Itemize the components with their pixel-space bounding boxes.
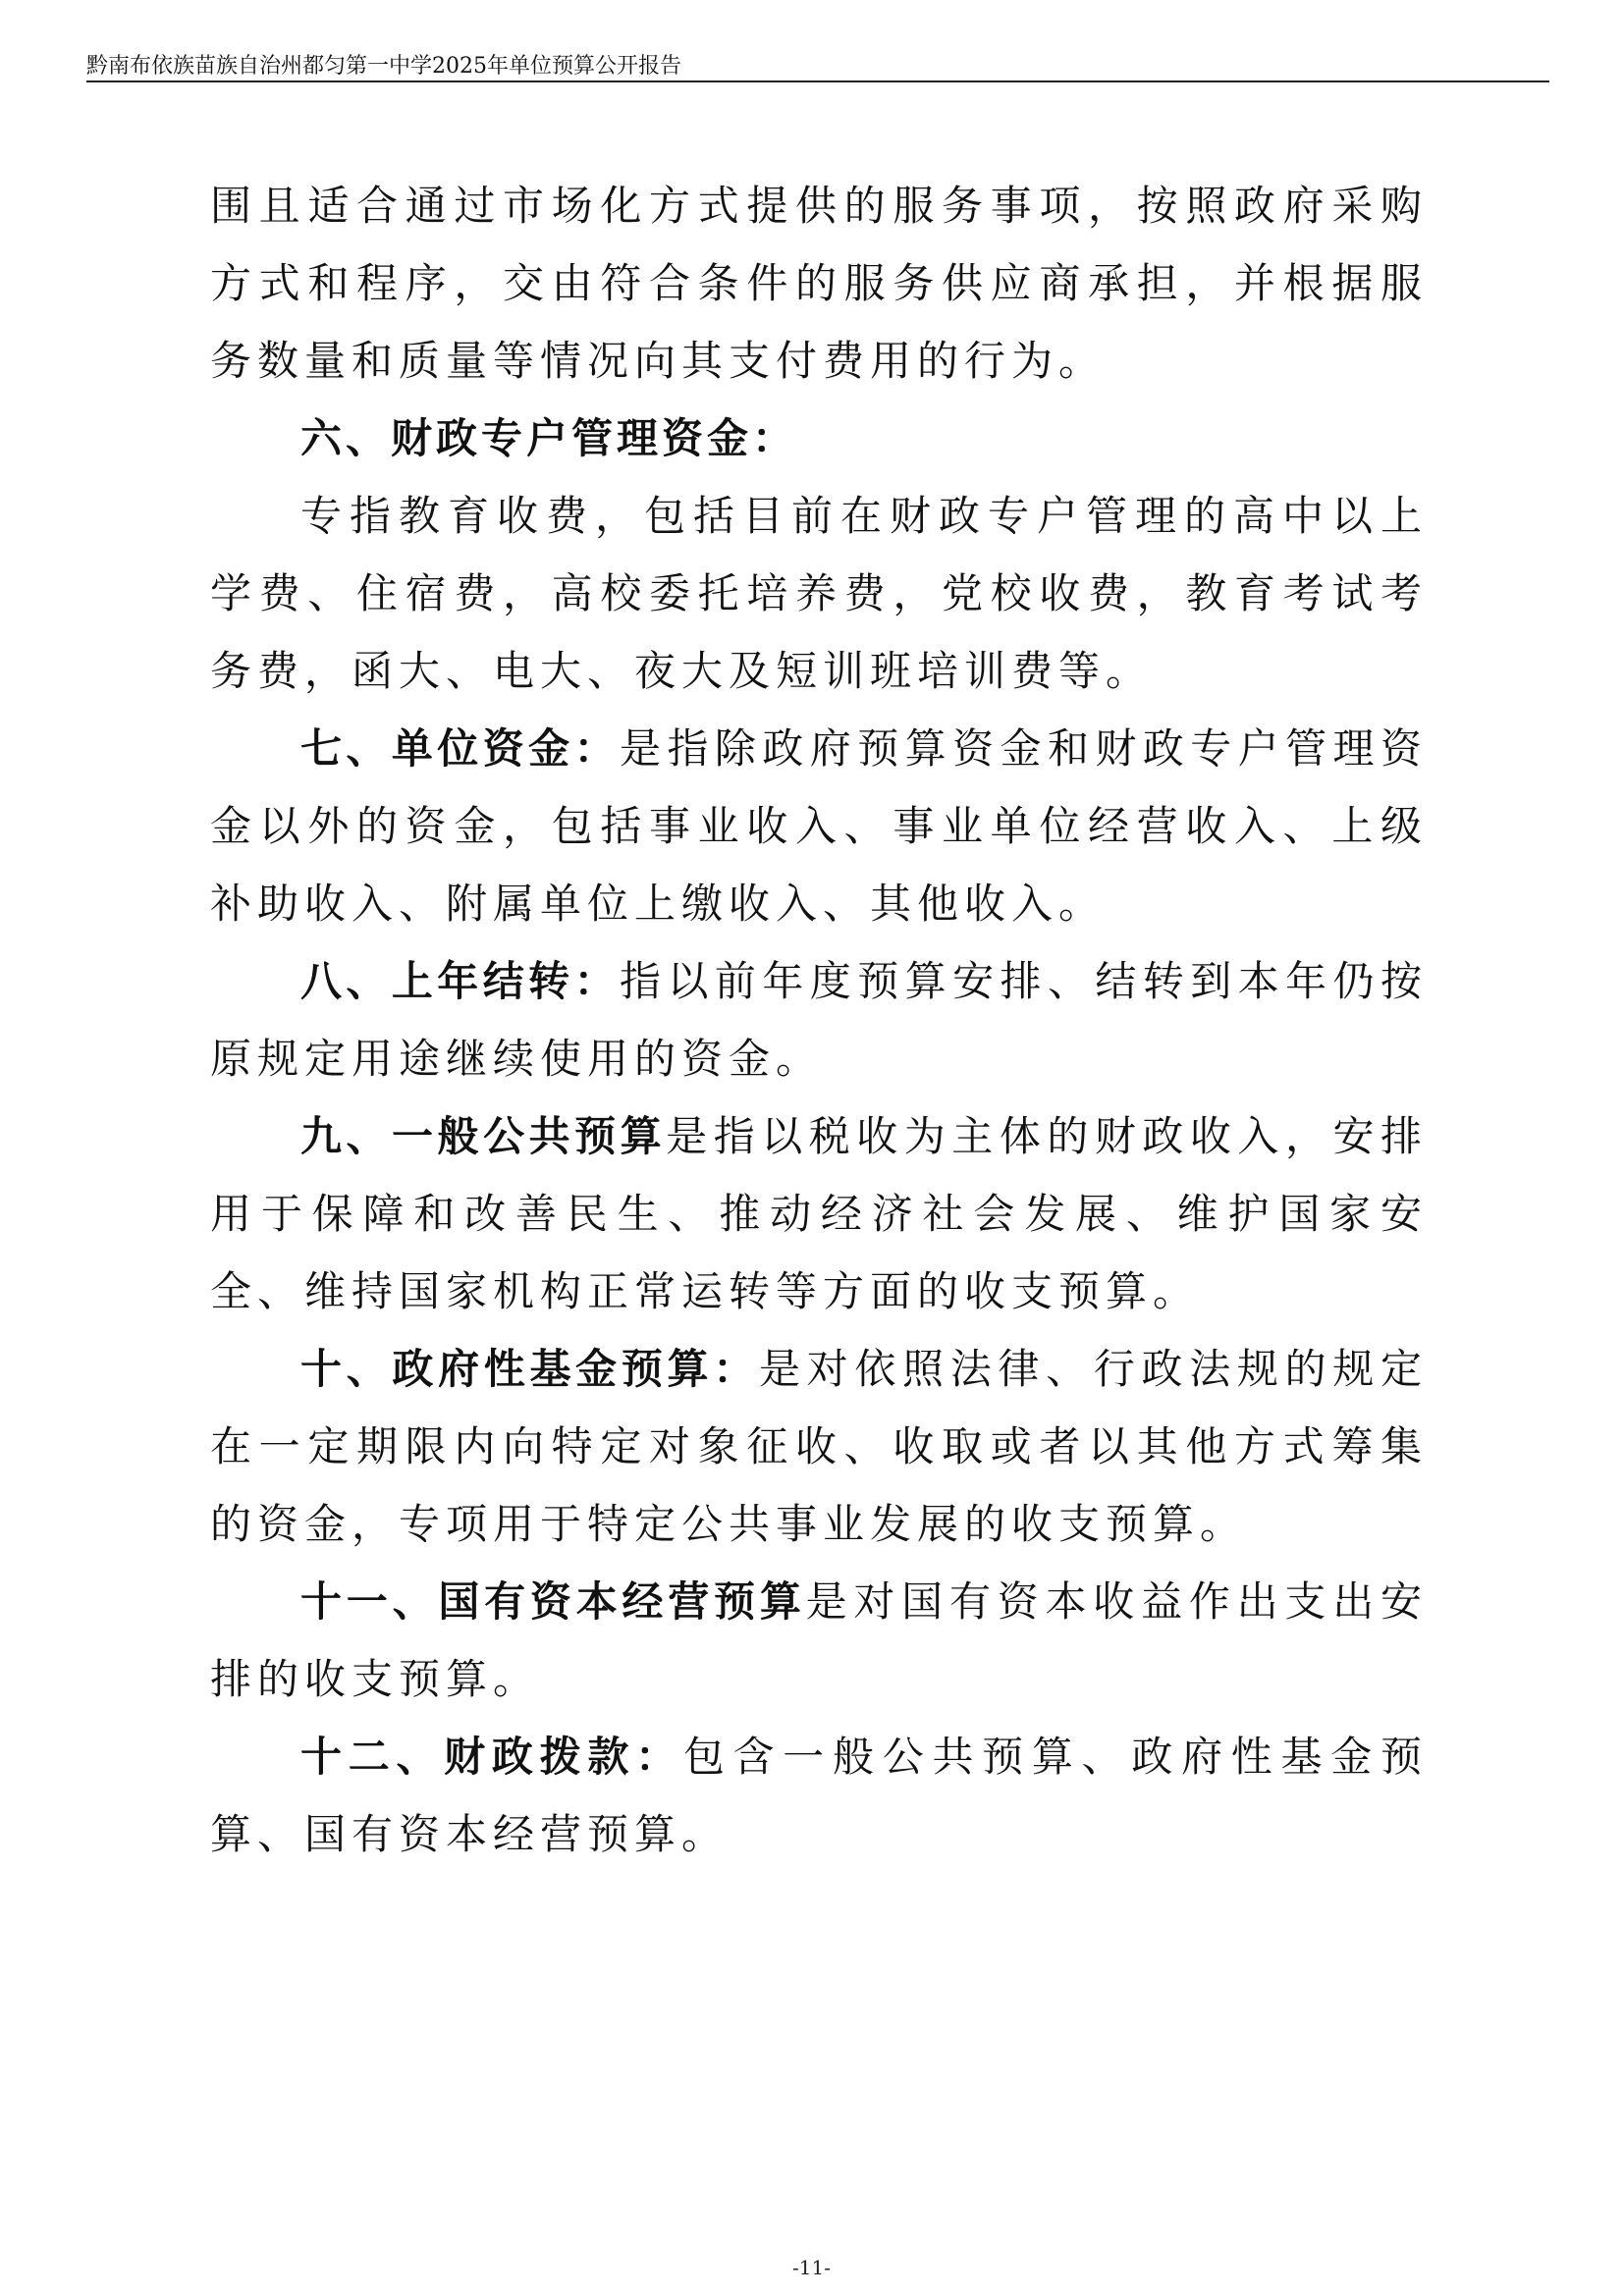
- paragraph-general-public-budget: [210, 1097, 1428, 1330]
- page-number: -11-: [792, 2256, 831, 2279]
- paragraph-text: 是指除政府预算资金和财政专户管理资金以外的资金，包括事业收入、事业单位经营收入、上级补助收入、附属单位上缴收入、其他收入。: [210, 724, 1428, 928]
- section-heading: 九、一般公共预算: [300, 1112, 667, 1160]
- paragraph-text: 是对依照法律、行政法规的规定在一定期限内向特定对象征收、收取或者以其他方式筹集的资金，专项用于特定公共事业发展的收支预算。: [210, 1345, 1428, 1548]
- section-heading: 七、单位资金：: [300, 724, 621, 773]
- paragraph-continuation: [210, 167, 1428, 400]
- paragraph-text: 围且适合通过市场化方式提供的服务事项，按照政府采购方式和程序，交由符合条件的服务供应商承担，并根据服务数量和质量等情况向其支付费用的行为。: [210, 182, 1428, 385]
- document-body: [210, 167, 1428, 1873]
- section-heading: 十、政府性基金预算：: [300, 1345, 759, 1393]
- section-heading: 十一、国有资本经营预算: [300, 1577, 806, 1626]
- section-heading: 十二、财政拨款：: [300, 1733, 683, 1781]
- paragraph-unit-funds: [210, 710, 1428, 942]
- running-header: 黔南布依族苗族自治州都匀第一中学2025年单位预算公开报告: [86, 54, 681, 79]
- section-heading-special-account-funds: [210, 400, 1428, 477]
- section-heading: 八、上年结转：: [300, 957, 621, 1005]
- paragraph-carryover: [210, 942, 1428, 1097]
- section-heading: 六、财政专户管理资金：: [300, 414, 798, 462]
- paragraph-text: 专指教育收费，包括目前在财政专户管理的高中以上学费、住宿费，高校委托培养费，党校收费，教育考试考务费，函大、电大、夜大及短训班培训费等。: [210, 492, 1428, 695]
- paragraph-text: 是指以税收为主体的财政收入，安排用于保障和改善民生、推动经济社会发展、维护国家安全、维持国家机构正常运转等方面的收支预算。: [210, 1112, 1428, 1315]
- paragraph-fiscal-appropriation: [210, 1718, 1428, 1873]
- paragraph-state-capital-budget: [210, 1563, 1428, 1718]
- paragraph-text: 是对国有资本收益作出支出安排的收支预算。: [210, 1577, 1428, 1703]
- header-divider: [86, 80, 1549, 82]
- paragraph-text: 包含一般公共预算、政府性基金预算、国有资本经营预算。: [210, 1733, 1428, 1858]
- paragraph-special-account-funds: [210, 477, 1428, 710]
- paragraph-text: 指以前年度预算安排、结转到本年仍按原规定用途继续使用的资金。: [210, 957, 1428, 1083]
- paragraph-government-fund-budget: [210, 1330, 1428, 1563]
